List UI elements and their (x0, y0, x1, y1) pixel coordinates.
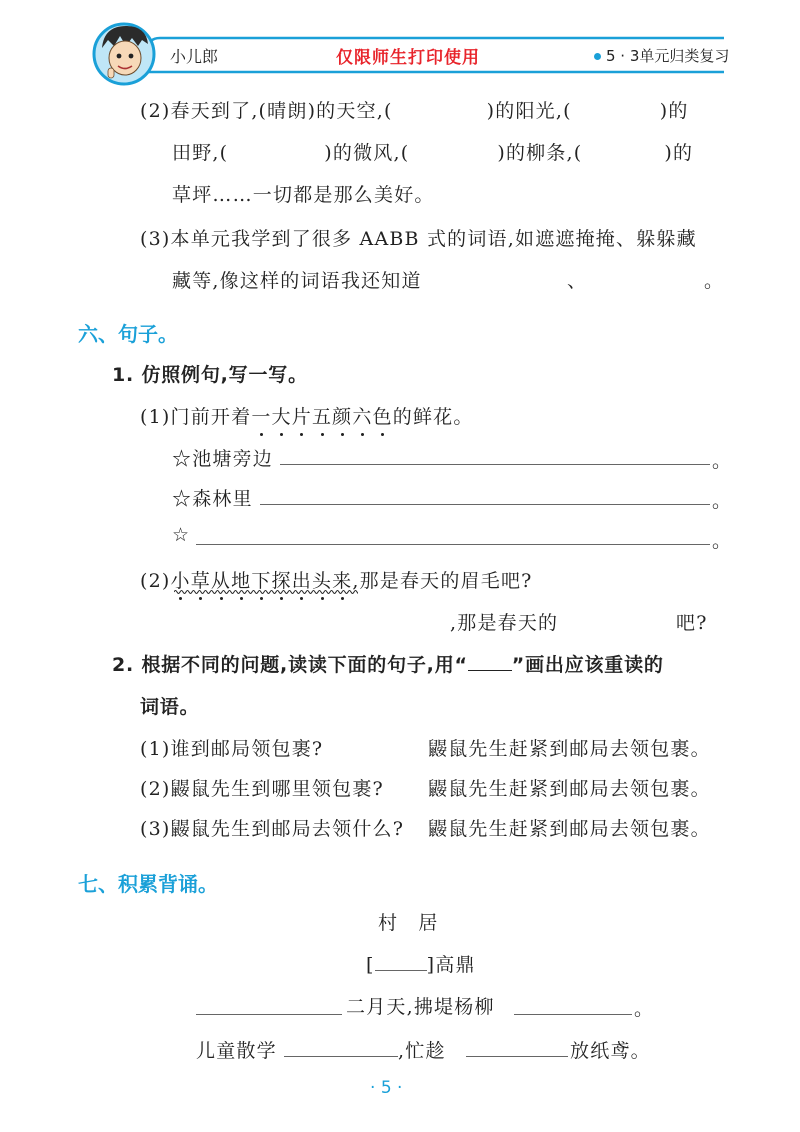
poem-blank-3[interactable] (284, 1056, 398, 1057)
ex1-suffix: 的鲜花。 (392, 406, 474, 428)
emphasis-char: 一 (251, 406, 272, 428)
poem-line1-end: 。 (634, 998, 655, 1020)
emphasis-char: 探 (271, 570, 292, 592)
emphasis-char: 色 (372, 406, 393, 428)
author-name: ]高鼎 (426, 954, 476, 976)
item-forest-label: ☆森林里 (172, 488, 253, 510)
poem-line1: 二月天,拂堤杨柳 (346, 996, 495, 1018)
q3-separator: 、 (567, 270, 588, 292)
emphasis-char: 从 (210, 570, 232, 592)
q2-title-b: ”画出应该重读的 (511, 654, 664, 676)
section7-heading: 七、积累背诵。 (78, 872, 218, 896)
q3-line2: 藏等,像这样的词语我还知道 (172, 270, 422, 292)
ex2-blank-a: ,那是春天的 (450, 612, 559, 634)
q2-l1-c: )的 (659, 100, 689, 122)
poem-blank-2[interactable] (514, 1014, 632, 1015)
q2-l2-d: )的 (664, 142, 694, 164)
ex2-wavy-underline (174, 589, 358, 595)
ex2-suffix: ,那是春天的眉毛吧? (352, 570, 533, 592)
q2-title-a: 2. 根据不同的问题,读读下面的句子,用“ (112, 654, 468, 676)
item-free-label: ☆ (172, 524, 191, 546)
emphasis-char: 大 (271, 406, 292, 428)
emphasis-char: 下 (251, 570, 272, 592)
page-number: 5 (380, 1078, 392, 1098)
emphasis-char: 草 (190, 570, 211, 592)
emphasis-char: 五 (311, 406, 333, 428)
ex1-prefix: (1)门前开着 (140, 406, 252, 428)
row1-sentence[interactable]: 鼹鼠先生赶紧到邮局去领包裹。 (428, 738, 711, 760)
q3-end: 。 (704, 270, 725, 292)
print-notice: 仅限师生打印使用 (336, 48, 480, 68)
item-pond-label: ☆池塘旁边 (172, 448, 274, 470)
emphasis-char: 来 (332, 570, 353, 592)
answer-line-free[interactable] (196, 544, 710, 545)
item-pond-period: 。 (712, 450, 733, 472)
dynasty-blank[interactable] (375, 952, 427, 971)
q1-title: 1. 仿照例句,写一写。 (112, 364, 308, 386)
footer-dot-right: · (397, 1078, 403, 1098)
item-free-period: 。 (712, 530, 733, 552)
q2-title-line2: 词语。 (140, 696, 200, 718)
answer-line-pond[interactable] (280, 464, 710, 465)
poem-line2-a: 儿童散学 (196, 1040, 277, 1062)
emphasis-char: 地 (231, 570, 252, 592)
q2-l2-b: )的微风,( (324, 142, 410, 164)
example1 (140, 402, 474, 429)
emphasis-char: 小 (170, 570, 191, 592)
brand-name: 小儿郎 (170, 47, 219, 66)
q2-line3: 草坪……一切都是那么美好。 (172, 184, 435, 206)
ex1-dotted (251, 406, 392, 428)
unit-label: 5 · 3单元归类复习 (606, 47, 730, 65)
poem-line2-b: ,忙趁 (398, 1040, 446, 1062)
underline-sample (468, 654, 512, 671)
q2-title (112, 650, 664, 677)
poem-line2-c: 放纸鸢。 (570, 1040, 651, 1062)
answer-line-forest[interactable] (260, 504, 710, 505)
q2-l1-a: (2)春天到了,(晴朗)的天空,( (140, 100, 393, 122)
q2-l1-b: )的阳光,( (486, 100, 572, 122)
emphasis-char: 头 (311, 570, 333, 592)
ex2-prefix: (2) (140, 570, 171, 592)
emphasis-char: 出 (291, 570, 312, 592)
row3-question: (3)鼹鼠先生到邮局去领什么? (140, 818, 405, 840)
item-forest-period: 。 (712, 490, 733, 512)
q3-line1: (3)本单元我学到了很多 AABB 式的词语,如遮遮掩掩、躲躲藏 (140, 228, 697, 250)
footer-dot-left: · (370, 1078, 376, 1098)
author-bracket-open: [ (366, 954, 375, 976)
boy-mascot-icon (88, 18, 160, 86)
ex2-blank-b: 吧? (676, 612, 708, 634)
poem-title: 村 居 (378, 912, 439, 934)
row1-question: (1)谁到邮局领包裹? (140, 738, 324, 760)
row2-question: (2)鼹鼠先生到哪里领包裹? (140, 778, 384, 800)
poem-blank-4[interactable] (466, 1056, 568, 1057)
section6-heading: 六、句子。 (78, 322, 178, 346)
page-footer (370, 1078, 402, 1098)
q2-l2-c: )的柳条,( (497, 142, 583, 164)
poem-blank-1[interactable] (196, 1014, 342, 1015)
unit-bullet-icon (594, 53, 601, 60)
row2-sentence[interactable]: 鼹鼠先生赶紧到邮局去领包裹。 (428, 778, 711, 800)
emphasis-char: 片 (291, 406, 312, 428)
poem-author (366, 950, 476, 977)
row3-sentence[interactable]: 鼹鼠先生赶紧到邮局去领包裹。 (428, 818, 711, 840)
q2-l2-a: 田野,( (172, 142, 229, 164)
emphasis-char: 颜 (332, 406, 353, 428)
emphasis-char: 六 (352, 406, 373, 428)
